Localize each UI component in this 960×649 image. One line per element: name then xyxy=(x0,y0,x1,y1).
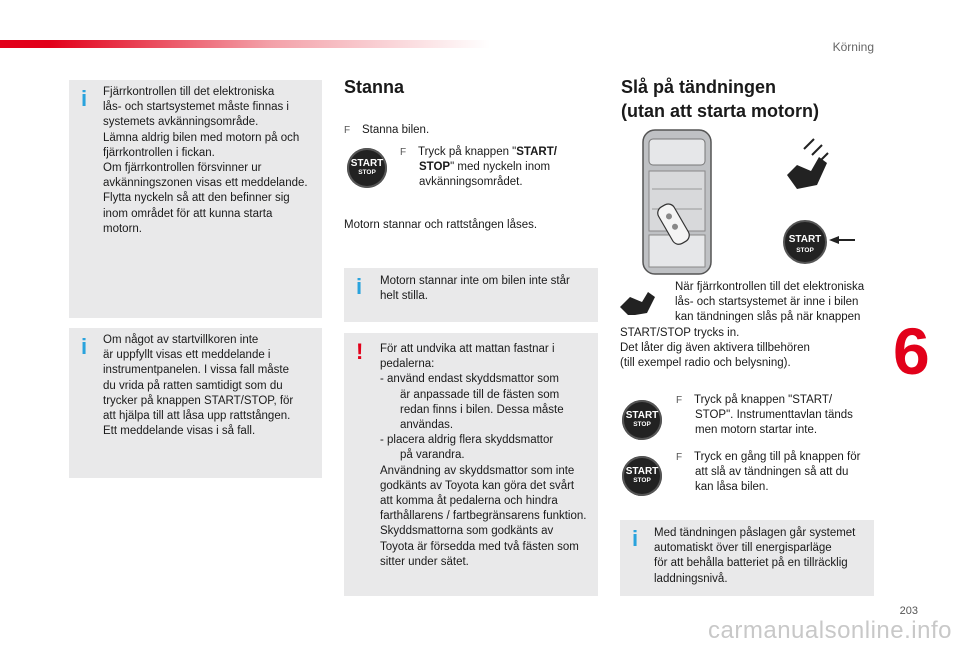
chapter-color-bar xyxy=(0,40,490,48)
info-box-remote xyxy=(69,80,322,318)
info-icon: i xyxy=(632,526,639,551)
section-title-ignition: Slå på tändningen (utan att starta motorn) xyxy=(621,77,819,121)
step-ignition-off: F Tryck en gång till på knappen för att slå av tändningen så att du kan låsa bilen. xyxy=(676,451,861,494)
page-number: 203 xyxy=(899,605,918,617)
bullet-icon: F xyxy=(676,452,683,463)
info-box-energy-saving: i Med tändningen påslagen går systemet automatiskt över till energisparläge för att behålla batteriet på en tillräcklig laddningsnivå. xyxy=(620,520,874,596)
start-stop-button-icon: START STOP xyxy=(622,400,662,440)
info-box-start-conditions-text: Om något av startvillkoren inte är uppfyllt visas ett meddelande i instrumentpanelen. I vissa fall måste du vrida på ratten samtidigt som du trycker på knappen START/STOP, för att hjälpa till att låsa upp rattstången. Ett meddelande visas i så fall. xyxy=(103,334,294,438)
bullet-icon: F xyxy=(344,125,351,136)
warning-box-floor-mats: ! För att undvika att mattan fastnar i pedalerna: - använd endast skyddsmattor som är anpassade till de fästen som redan finns i bilen. Dessa måste användas. - placera aldrig flera skyddsmattor på varandra. Användning av skyddsmattor som inte godkänts av Toyota kan göra det svårt att komma åt pedalerna och hindra farthållarens / fartbegränsarens funktion. Skyddsmattorna som godkänts av Toyota är försedda med två fästen som sitter under sätet. xyxy=(344,333,598,596)
svg-text:STOP: STOP xyxy=(796,247,814,254)
warning-icon: ! xyxy=(356,339,364,364)
start-stop-button-icon: START STOP xyxy=(347,148,387,188)
info-icon: i xyxy=(356,274,363,299)
car-key-illustration xyxy=(622,125,872,280)
bullet-icon: F xyxy=(676,395,683,406)
step-ignition-on: F Tryck på knappen "START/ STOP". Instrumenttavlan tänds men motorn startar inte. xyxy=(676,394,853,437)
info-icon: i xyxy=(81,86,88,111)
ignition-description: När fjärrkontrollen till det elektroniska lås- och startsystemet är inne i bilen kan tändningen slås på när knappen START/STOP trycks in. Det låter dig även aktivera tillbehören (till exempel radio och belysning). xyxy=(620,281,865,370)
info-box-start-conditions xyxy=(69,328,322,478)
start-stop-button-icon: START STOP xyxy=(622,456,662,496)
svg-text:START: START xyxy=(788,234,822,245)
step-press-start-stop: F Tryck på knappen "START/ STOP" med nyckeln inom avkänningsområdet. xyxy=(400,146,557,189)
watermark: carmanualsonline.info xyxy=(708,617,952,644)
chapter-title: Körning xyxy=(832,40,874,54)
info-icon: i xyxy=(81,334,88,359)
motor-stops-text: Motorn stannar och rattstången låses. xyxy=(344,219,538,231)
info-box-standstill: i Motorn stannar inte om bilen inte står helt stilla. xyxy=(344,268,598,322)
bullet-icon: F xyxy=(400,147,407,158)
chapter-number: 6 xyxy=(893,314,930,388)
info-box-remote-text: Fjärrkontrollen till det elektroniska lås- och startsystemet måste finnas i systemets avkänningsområde. Lämna aldrig bilen med motorn på och fjärrkontrollen i fickan. Om fjärrkontrollen försvinner ur avkänningszonen visas ett meddelande. Flytta nyckeln så att den befinner sig inom området för att kunna starta motorn. xyxy=(103,86,308,235)
step-stop-car: F Stanna bilen. xyxy=(344,123,429,138)
section-title-stop: Stanna xyxy=(344,77,405,97)
